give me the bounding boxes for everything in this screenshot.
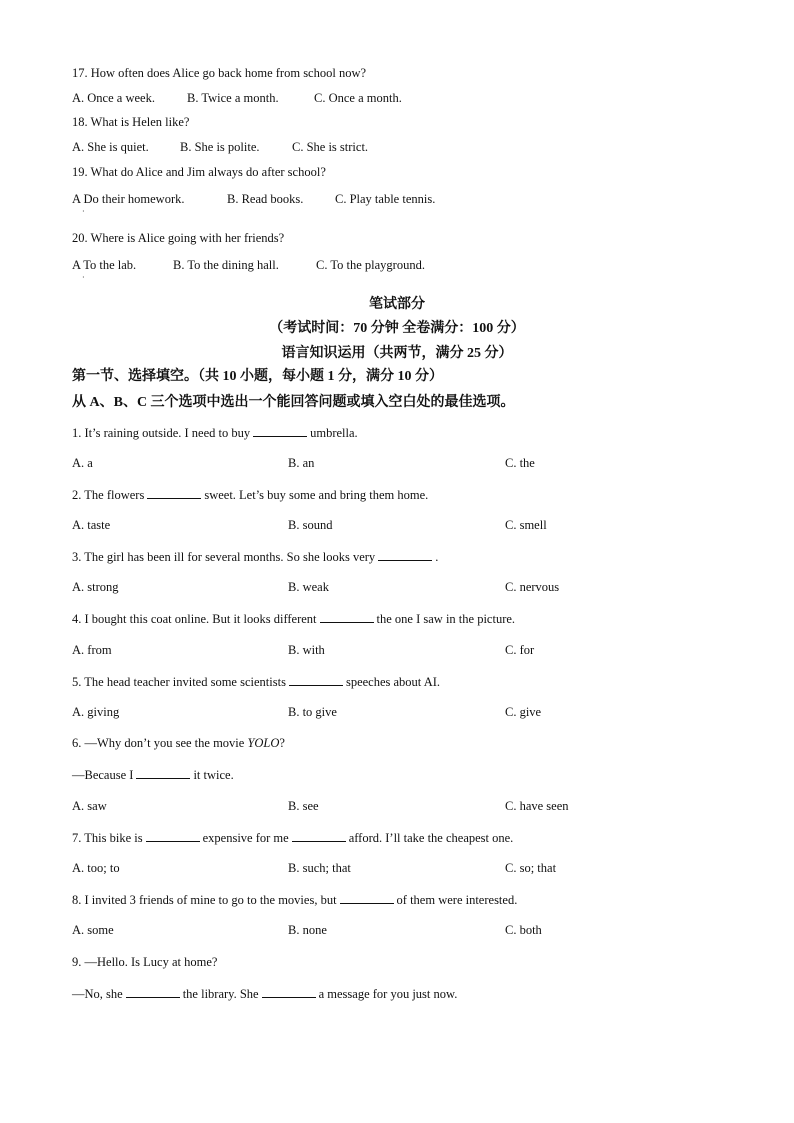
question-9-reply-end: a message for you just now.: [318, 987, 458, 1001]
question-8: [72, 891, 517, 908]
q20-option-c: C. To the playground.: [316, 258, 425, 272]
answer-blank: [378, 548, 432, 561]
question-6-line-2: [72, 766, 234, 783]
q17-option-a: A. Once a week.: [72, 91, 155, 105]
q4-option-b: B. with: [288, 643, 325, 657]
question-7-text: 7. This bike is: [72, 831, 143, 845]
question-8-text-end: of them were interested.: [396, 893, 518, 907]
answer-blank: [147, 486, 201, 499]
movie-title: YOLO: [247, 736, 280, 750]
q2-option-c: C. smell: [505, 518, 547, 532]
question-5-text-end: speeches about AI.: [345, 675, 441, 689]
q20-text: 20. Where is Alice going with her friends?: [72, 231, 285, 245]
answer-blank: [262, 985, 316, 998]
q3-option-c: C. nervous: [505, 580, 560, 594]
q7-option-c: C. so; that: [505, 861, 557, 875]
question-6-line-1: [72, 735, 285, 751]
question-1-text-end: umbrella.: [310, 426, 358, 440]
written-title: 笔试部分: [369, 297, 425, 312]
question-1-text: 1. It’s raining outside. I need to buy: [72, 426, 251, 440]
question-6-text: 6. —Why don’t you see the movie: [72, 736, 248, 750]
answer-blank: [292, 829, 346, 842]
question-9-reply: —No, she: [72, 987, 123, 1001]
question-5-text: 5. The head teacher invited some scientists: [72, 675, 286, 689]
q8-option-b: B. none: [288, 923, 327, 937]
q1-option-a: A. a: [72, 456, 93, 470]
section-title: 第一节、选择填空。（共 10 小题，每小题 1 分，满分 10 分）: [72, 369, 443, 384]
q18-option-a: A. She is quiet.: [72, 140, 149, 154]
q7-option-a: A. too; to: [72, 861, 120, 875]
q19-text: 19. What do Alice and Jim always do after school?: [72, 165, 326, 179]
question-3: [72, 548, 438, 565]
q20-option-b: B. To the dining hall.: [173, 258, 279, 272]
question-4-text-end: the one I saw in the picture.: [376, 612, 516, 626]
question-6-reply-end: it twice.: [193, 768, 234, 782]
answer-blank: [146, 829, 200, 842]
q19-option-c: C. Play table tennis.: [335, 192, 436, 206]
q6-option-c: C. have seen: [505, 799, 569, 813]
q3-option-b: B. weak: [288, 580, 329, 594]
written-subtitle: （考试时间：70 分钟 全卷满分：100 分）: [269, 321, 525, 336]
answer-blank: [126, 985, 180, 998]
question-9-reply-mid: the library. She: [182, 987, 259, 1001]
q5-option-c: C. give: [505, 705, 542, 719]
question-9-line-2: [72, 985, 457, 1002]
list-marker-dot: ·: [82, 273, 85, 282]
question-4-text: 4. I bought this coat online. But it looks different: [72, 612, 317, 626]
part-title: 语言知识运用（共两节，满分 25 分）: [281, 346, 513, 361]
q7-option-b: B. such; that: [288, 861, 351, 875]
q1-option-b: B. an: [288, 456, 315, 470]
q8-option-c: C. both: [505, 923, 542, 937]
q6-option-a: A. saw: [72, 799, 107, 813]
q6-option-b: B. see: [288, 799, 319, 813]
question-7: [72, 829, 513, 846]
question-5: [72, 673, 440, 690]
q19-option-a: A Do their homework.: [72, 192, 185, 206]
answer-blank: [136, 766, 190, 779]
q18-text: 18. What is Helen like?: [72, 115, 190, 129]
q2-option-b: B. sound: [288, 518, 333, 532]
list-marker-dot: ·: [82, 207, 85, 216]
question-7-text-end: afford. I’ll take the cheapest one.: [348, 831, 514, 845]
question-9-line-1: 9. —Hello. Is Lucy at home?: [72, 955, 218, 969]
answer-blank: [289, 673, 343, 686]
question-6-reply: —Because I: [72, 768, 134, 782]
question-8-text: 8. I invited 3 friends of mine to go to the movies, but: [72, 893, 337, 907]
q2-option-a: A. taste: [72, 518, 111, 532]
q17-text: 17. How often does Alice go back home from school now?: [72, 66, 367, 80]
q17-option-b: B. Twice a month.: [187, 91, 279, 105]
question-4: [72, 610, 515, 627]
question-6-mark: ?: [279, 736, 285, 750]
answer-blank: [340, 891, 394, 904]
question-7-text-mid: expensive for me: [202, 831, 289, 845]
answer-blank: [320, 610, 374, 623]
answer-blank: [253, 424, 307, 437]
q3-option-a: A. strong: [72, 580, 119, 594]
question-2-text: 2. The flowers: [72, 488, 145, 502]
question-1: [72, 424, 358, 441]
q20-option-a: A To the lab.: [72, 258, 137, 272]
q5-option-a: A. giving: [72, 705, 120, 719]
q1-option-c: C. the: [505, 456, 535, 470]
question-2-text-end: sweet. Let’s buy some and bring them home.: [204, 488, 429, 502]
q4-option-c: C. for: [505, 643, 535, 657]
question-3-text-end: .: [435, 550, 439, 564]
q18-option-c: C. She is strict.: [292, 140, 369, 154]
q18-option-b: B. She is polite.: [180, 140, 260, 154]
question-2: [72, 486, 428, 503]
q19-option-b: B. Read books.: [227, 192, 304, 206]
q8-option-a: A. some: [72, 923, 114, 937]
q17-option-c: C. Once a month.: [314, 91, 402, 105]
section-instruction: 从 A、B、C 三个选项中选出一个能回答问题或填入空白处的最佳选项。: [72, 395, 515, 410]
question-3-text: 3. The girl has been ill for several months. So she looks very: [72, 550, 376, 564]
q4-option-a: A. from: [72, 643, 112, 657]
q5-option-b: B. to give: [288, 705, 337, 719]
